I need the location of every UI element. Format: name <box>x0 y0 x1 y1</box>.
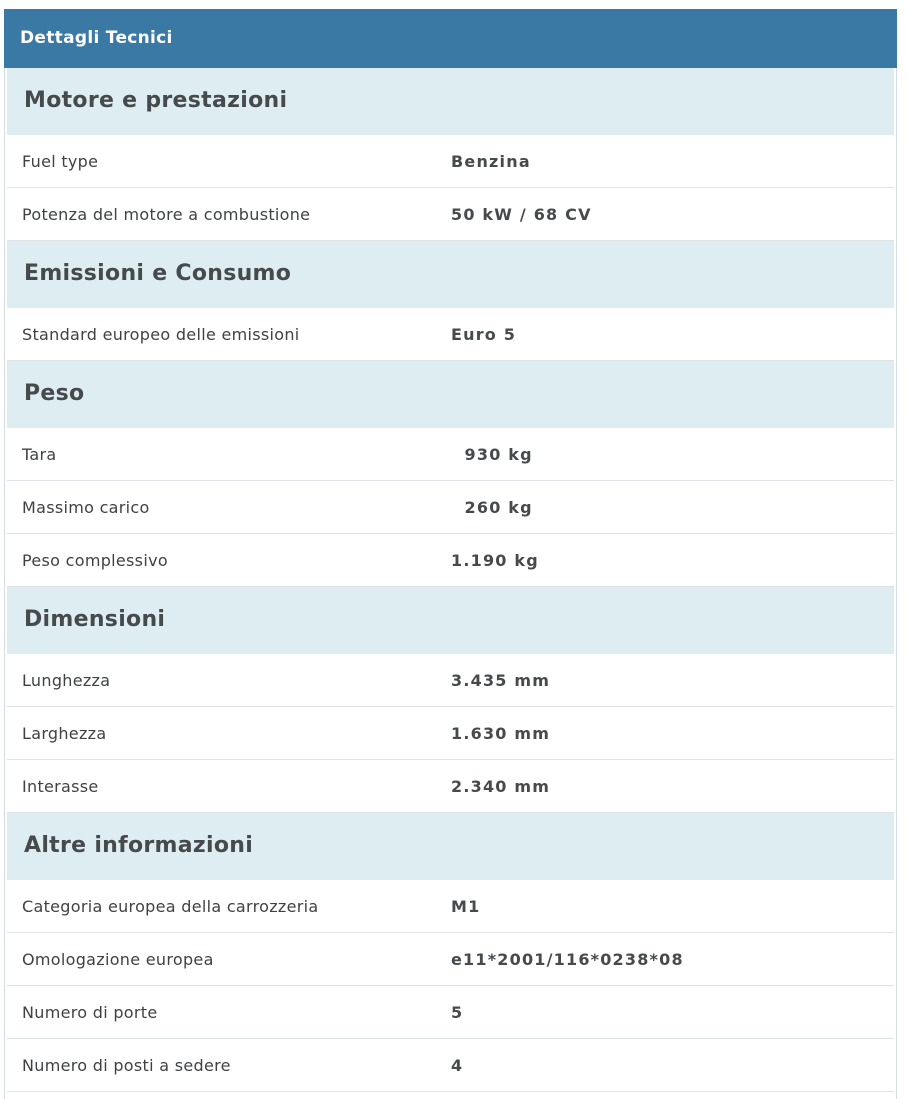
spec-label: Numero di posti a sedere <box>22 1055 231 1075</box>
spec-value: 260 kg <box>451 497 533 517</box>
section-title: Dimensioni <box>7 587 894 654</box>
spec-value: 3.435 mm <box>451 670 551 690</box>
section-engine <box>5 68 896 241</box>
spec-value: 1.630 mm <box>451 723 551 743</box>
spec-row-seats <box>7 1039 894 1092</box>
spec-label: Omologazione europea <box>22 949 214 969</box>
spec-label: Tara <box>22 444 57 464</box>
spec-row-wheelbase <box>7 760 894 813</box>
spec-row-emission-standard <box>7 308 894 361</box>
section-weight <box>5 361 896 587</box>
spec-row-max-load <box>7 481 894 534</box>
spec-row-body-category <box>7 880 894 933</box>
spec-label: Peso complessivo <box>22 550 168 570</box>
spec-row-length <box>7 654 894 707</box>
spec-label: Categoria europea della carrozzeria <box>22 896 319 916</box>
spec-value: 2.340 mm <box>451 776 551 796</box>
section-title: Emissioni e Consumo <box>7 241 894 308</box>
spec-label: Massimo carico <box>22 497 150 517</box>
spec-label: Lunghezza <box>22 670 111 690</box>
panel-title: Dettagli Tecnici <box>4 9 897 68</box>
spec-row-doors <box>7 986 894 1039</box>
spec-label: Potenza del motore a combustione <box>22 204 311 224</box>
spec-row-total-weight <box>7 534 894 587</box>
section-other-info <box>5 813 896 1092</box>
spec-value: Benzina <box>451 151 531 171</box>
spec-value: M1 <box>451 896 481 916</box>
spec-value: Euro 5 <box>451 324 517 344</box>
spec-value: 930 kg <box>451 444 533 464</box>
technical-details-panel <box>4 9 897 1099</box>
spec-value: 4 <box>451 1055 464 1075</box>
spec-value: 50 kW / 68 CV <box>451 204 592 224</box>
spec-label: Interasse <box>22 776 99 796</box>
spec-row-homologation <box>7 933 894 986</box>
spec-row-fuel-type <box>7 135 894 188</box>
section-emissions <box>5 241 896 361</box>
spec-value: 1.190 kg <box>451 550 539 570</box>
spec-row-width <box>7 707 894 760</box>
spec-label: Larghezza <box>22 723 107 743</box>
section-title: Motore e prestazioni <box>7 68 894 135</box>
spec-label: Fuel type <box>22 151 99 171</box>
section-title: Peso <box>7 361 894 428</box>
spec-label: Numero di porte <box>22 1002 158 1022</box>
spec-row-tare <box>7 428 894 481</box>
section-dimensions <box>5 587 896 813</box>
spec-value: e11*2001/116*0238*08 <box>451 949 684 969</box>
spec-row-engine-power <box>7 188 894 241</box>
section-title: Altre informazioni <box>7 813 894 880</box>
spec-value: 5 <box>451 1002 464 1022</box>
spec-label: Standard europeo delle emissioni <box>22 324 300 344</box>
